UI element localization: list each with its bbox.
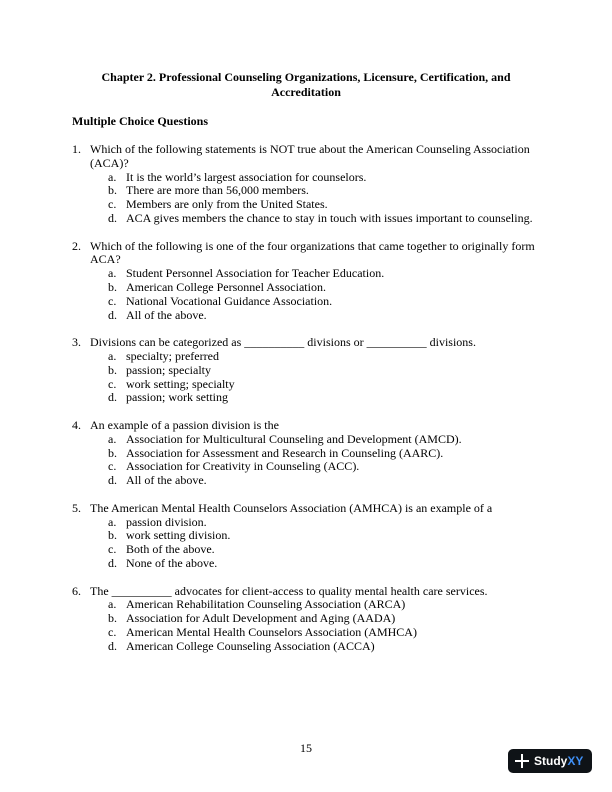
question-item: [72, 336, 542, 405]
choice-item: [90, 640, 542, 654]
question-number: 2.: [72, 238, 81, 253]
choice-item: [90, 460, 542, 474]
section-heading: Multiple Choice Questions: [72, 114, 209, 128]
choice-letter: a.: [108, 266, 117, 281]
brand-accent: XY: [567, 754, 584, 768]
choice-list: [90, 171, 542, 226]
choice-letter: d.: [108, 473, 117, 488]
question-text: Divisions can be categorized as __________ divisions or __________ divisions.: [90, 335, 476, 350]
choice-list: [90, 516, 542, 571]
question-text: Which of the following statements is NOT true about the American Counseling Association (ACA)?: [90, 142, 530, 170]
choice-text: All of the above.: [126, 473, 207, 488]
choice-text: Association for Creativity in Counseling (ACC).: [126, 459, 360, 474]
choice-text: It is the world’s largest association for counselors.: [126, 169, 367, 184]
choice-text: Association for Multicultural Counseling and Development (AMCD).: [126, 431, 462, 446]
studyxy-badge[interactable]: [508, 749, 592, 773]
choice-item: [90, 295, 542, 309]
choice-list: [90, 433, 542, 488]
question-item: [72, 419, 542, 488]
choice-text: None of the above.: [126, 555, 218, 570]
choice-text: American College Counseling Association (ACCA): [126, 638, 375, 653]
choice-letter: d.: [108, 638, 117, 653]
choice-item: [90, 433, 542, 447]
question-text: The __________ advocates for client-access to quality mental health care services.: [90, 583, 488, 598]
choice-text: Members are only from the United States.: [126, 197, 328, 212]
choice-letter: a.: [108, 597, 117, 612]
choice-letter: c.: [108, 459, 117, 474]
choice-text: specialty; preferred: [126, 348, 219, 363]
question-number: 4.: [72, 417, 81, 432]
question-item: [72, 143, 542, 226]
choice-letter: b.: [108, 528, 117, 543]
choice-text: passion division.: [126, 514, 207, 529]
choice-text: Student Personnel Association for Teacher Education.: [126, 266, 385, 281]
choice-letter: c.: [108, 624, 117, 639]
question-number: 5.: [72, 500, 81, 515]
question-text: An example of a passion division is the: [90, 417, 279, 432]
choice-text: passion; work setting: [126, 390, 228, 405]
question-number: 1.: [72, 142, 81, 156]
choice-letter: d.: [108, 210, 117, 225]
choice-item: [90, 557, 542, 571]
choice-letter: c.: [108, 293, 117, 308]
choice-text: American College Personnel Association.: [126, 279, 326, 294]
choice-item: [90, 447, 542, 461]
choice-text: American Rehabilitation Counseling Association (ARCA): [126, 597, 406, 612]
choice-text: National Vocational Guidance Association.: [126, 293, 333, 308]
choice-text: Both of the above.: [126, 542, 215, 557]
choice-text: There are more than 56,000 members.: [126, 183, 309, 198]
choice-item: [90, 364, 542, 378]
choice-item: [90, 516, 542, 530]
choice-item: [90, 198, 542, 212]
choice-list: [90, 267, 542, 322]
choice-letter: d.: [108, 307, 117, 322]
choice-item: [90, 350, 542, 364]
choice-letter: b.: [108, 611, 117, 626]
choice-text: All of the above.: [126, 307, 207, 322]
plus-icon: [514, 753, 530, 769]
choice-item: [90, 391, 542, 405]
choice-item: [90, 309, 542, 323]
choice-letter: a.: [108, 431, 117, 446]
choice-letter: a.: [108, 169, 117, 184]
choice-letter: b.: [108, 362, 117, 377]
choice-letter: a.: [108, 348, 117, 363]
choice-text: work setting; specialty: [126, 376, 235, 391]
choice-item: [90, 184, 542, 198]
choice-item: [90, 543, 542, 557]
question-item: [72, 240, 542, 323]
choice-item: [90, 529, 542, 543]
question-number: 6.: [72, 583, 81, 598]
brand-name: Study: [534, 754, 568, 768]
question-number: 3.: [72, 335, 81, 350]
choice-text: Association for Adult Development and Aging (AADA): [126, 611, 396, 626]
question-text: Which of the following is one of the four organizations that came together to originally form ACA?: [90, 238, 535, 267]
choice-item: [90, 626, 542, 640]
page-number: 15: [300, 741, 312, 755]
choice-item: [90, 281, 542, 295]
choice-letter: d.: [108, 555, 117, 570]
choice-letter: b.: [108, 445, 117, 460]
choice-item: [90, 378, 542, 392]
choice-letter: a.: [108, 514, 117, 529]
choice-letter: b.: [108, 279, 117, 294]
question-list: [72, 143, 542, 667]
choice-item: [90, 598, 542, 612]
choice-letter: d.: [108, 390, 117, 405]
chapter-title: Chapter 2. Professional Counseling Organizations, Licensure, Certification, and Accreditation: [101, 70, 511, 99]
question-text: The American Mental Health Counselors Association (AMHCA) is an example of a: [90, 500, 493, 515]
choice-letter: c.: [108, 542, 117, 557]
question-item: [72, 502, 542, 571]
choice-text: passion; specialty: [126, 362, 211, 377]
choice-letter: c.: [108, 197, 117, 212]
choice-item: [90, 612, 542, 626]
choice-text: ACA gives members the chance to stay in touch with issues important to counseling.: [126, 210, 533, 225]
choice-item: [90, 267, 542, 281]
choice-item: [90, 212, 542, 226]
choice-item: [90, 171, 542, 185]
choice-text: work setting division.: [126, 528, 231, 543]
question-item: [72, 585, 542, 654]
choice-text: American Mental Health Counselors Association (AMHCA): [126, 624, 417, 639]
choice-letter: c.: [108, 376, 117, 391]
choice-list: [90, 598, 542, 653]
choice-letter: b.: [108, 183, 117, 198]
choice-item: [90, 474, 542, 488]
choice-list: [90, 350, 542, 405]
choice-text: Association for Assessment and Research in Counseling (AARC).: [126, 445, 444, 460]
